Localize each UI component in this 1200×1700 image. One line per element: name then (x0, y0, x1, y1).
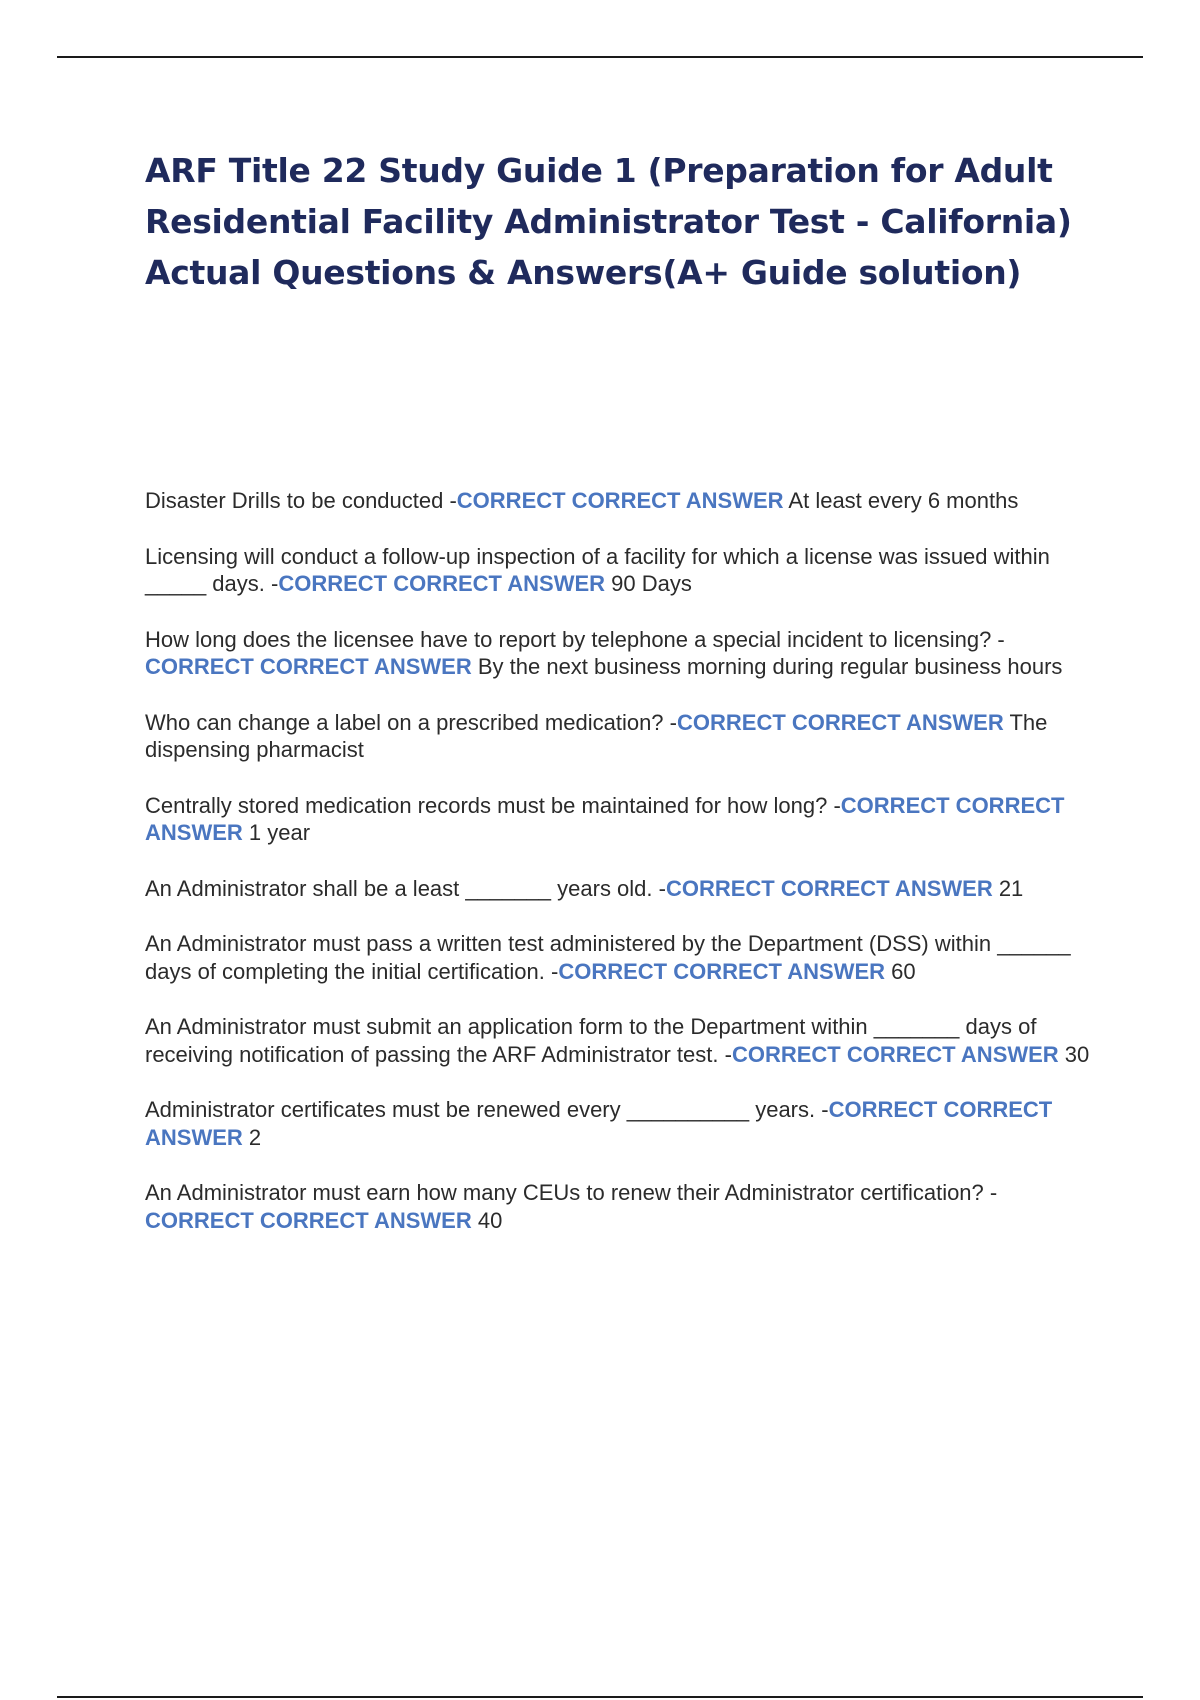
answer-text: 30 (1058, 1041, 1090, 1067)
question-text: Licensing will conduct a follow-up inspection of a facility for which a license was issued within _____ days. - (145, 543, 1050, 596)
top-divider (57, 56, 1143, 58)
qa-item (145, 626, 1090, 681)
answer-text: 60 (885, 958, 916, 984)
qa-list (145, 487, 1090, 1262)
answer-label: CORRECT CORRECT ANSWER (145, 1207, 472, 1233)
question-text: An Administrator must earn how many CEUs to renew their Administrator certification? - (145, 1180, 998, 1205)
answer-text: 40 (471, 1207, 503, 1233)
answer-label: CORRECT CORRECT ANSWER (677, 709, 1004, 735)
question-text: An Administrator must pass a written test administered by the Department (DSS) within ______ days of completing the initial certification. - (145, 931, 1071, 984)
answer-label: CORRECT CORRECT ANSWER (278, 571, 606, 596)
answer-text: At least every 6 months (783, 488, 1019, 513)
answer-text: 2 (242, 1124, 262, 1150)
qa-item (145, 930, 1090, 985)
answer-text: 90 Days (605, 571, 692, 596)
answer-label: CORRECT CORRECT ANSWER (558, 958, 886, 984)
answer-label: CORRECT CORRECT ANSWER (145, 1097, 1053, 1150)
question-text: An Administrator must submit an application form to the Department within _______ days of receiving notification of passing the ARF Administrator test. - (145, 1014, 1037, 1067)
document-title: ARF Title 22 Study Guide 1 (Preparation for Adult Residential Facility Administrator Test - California) Actual Questions & Answers(A+ Guide solution) (145, 151, 1072, 292)
answer-text: 1 year (242, 820, 311, 845)
qa-item (145, 1179, 1090, 1234)
qa-item (145, 875, 1090, 903)
qa-item (145, 1096, 1090, 1151)
question-text: How long does the licensee have to report by telephone a special incident to licensing? - (145, 626, 1005, 652)
qa-item (145, 709, 1090, 764)
question-text: An Administrator shall be a least _______ years old. - (145, 875, 666, 901)
answer-label: CORRECT CORRECT ANSWER (731, 1041, 1059, 1067)
question-text: Disaster Drills to be conducted - (145, 488, 457, 513)
answer-label: CORRECT CORRECT ANSWER (145, 654, 472, 679)
question-text: Centrally stored medication records must be maintained for how long? - (145, 792, 841, 818)
answer-text: 21 (992, 875, 1024, 901)
qa-item (145, 543, 1090, 598)
qa-item (145, 487, 1090, 515)
answer-label: CORRECT CORRECT ANSWER (456, 488, 784, 513)
answer-text: The dispensing pharmacist (145, 709, 1048, 762)
bottom-divider (57, 1696, 1143, 1698)
question-text: Administrator certificates must be renewed every __________ years. - (145, 1097, 829, 1122)
qa-item (145, 1013, 1090, 1068)
answer-label: CORRECT CORRECT ANSWER (145, 792, 1065, 845)
answer-label: CORRECT CORRECT ANSWER (665, 875, 993, 901)
answer-text: By the next business morning during regular business hours (471, 654, 1063, 679)
qa-item (145, 792, 1090, 847)
question-text: Who can change a label on a prescribed medication? - (145, 709, 677, 735)
